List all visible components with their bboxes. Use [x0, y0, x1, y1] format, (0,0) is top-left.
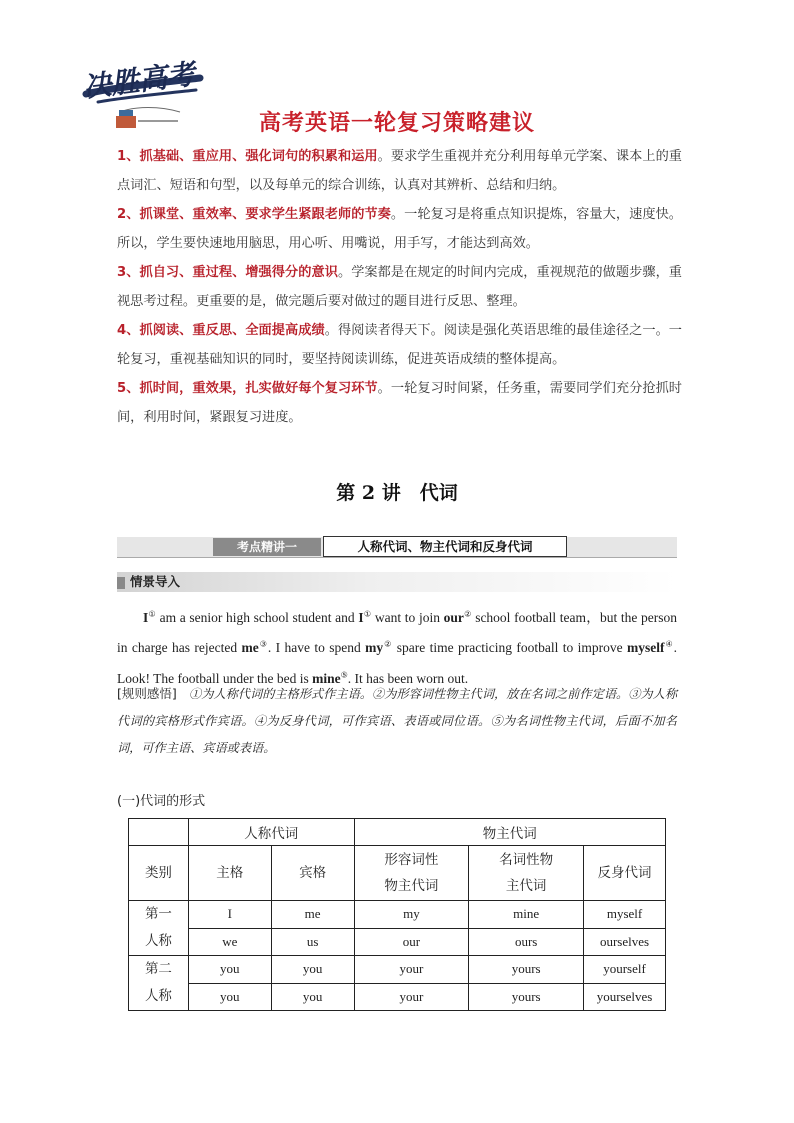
strategy-item [117, 200, 682, 258]
pronoun-highlight: myself [626, 640, 665, 655]
strategy-highlight: 5、抓时间，重效果，扎实做好每个复习环节 [117, 381, 378, 396]
strategy-highlight: 1、抓基础、重应用、强化词句的积累和运用 [117, 149, 378, 164]
table-cell: mine [469, 901, 584, 929]
pronoun-highlight: me [241, 640, 259, 655]
strategy-list [117, 142, 682, 432]
pronoun-highlight: mine [312, 670, 341, 686]
table-cell: ourselves [584, 928, 666, 956]
strategy-item [117, 374, 682, 432]
table-cell: you [188, 983, 271, 1011]
table-cell: ours [469, 928, 584, 956]
strategy-text: 。要求学生重视并充分利用每单元学案、课本上的重点词汇、短语和句型，以及每单元的综合训练，认真对其辨析、总结和归纳。 [117, 149, 682, 193]
passage-text: school football team，but the person in charge has rejected [117, 609, 677, 655]
marker-number: ① [148, 609, 156, 618]
table-cell: you [271, 983, 354, 1011]
group-header-personal: 人称代词 [188, 819, 354, 846]
table-cell: yourselves [584, 983, 666, 1011]
table-cell: yours [469, 956, 584, 984]
table-cell: your [354, 983, 469, 1011]
person-label: 第一 人称 [129, 901, 189, 956]
strategy-text: 。一轮复习时间紧，任务重，需要同学们充分抢抓时间，利用时间，紧跟复习进度。 [117, 381, 682, 425]
strategy-item [117, 142, 682, 200]
marker-number: ④ [664, 639, 674, 649]
marker-number: ③ [258, 639, 268, 649]
passage-text: . Look! The football under the bed is [117, 640, 678, 686]
intro-passage [117, 600, 677, 692]
pronoun-highlight: my [365, 640, 384, 655]
strategy-highlight: 2、抓课堂、重效率、要求学生紧跟老师的节奏 [117, 207, 391, 222]
table-cell: my [354, 901, 469, 929]
strategy-highlight: 4、抓阅读、重反思、全面提高成绩 [117, 323, 325, 338]
table-cell: us [271, 928, 354, 956]
section-label: (一)代词的形式 [117, 794, 206, 809]
kaodian-label: 考点精讲一 [213, 538, 321, 556]
scene-label: 情景导入 [130, 574, 181, 589]
kaodian-title: 人称代词、物主代词和反身代词 [323, 536, 567, 557]
marker-number: ① [363, 609, 372, 618]
passage-text: want to join [371, 609, 444, 625]
lecture-title: 第 2 讲 代词 [336, 482, 458, 504]
page-title: 高考英语一轮复习策略建议 [258, 111, 535, 136]
scene-marker-icon [117, 577, 125, 589]
marker-number: ② [383, 639, 393, 649]
table-cell: your [354, 956, 469, 984]
table-row [129, 983, 666, 1011]
column-header-category: 类别 [129, 846, 189, 901]
strategy-text: 。得阅读者得天下。阅读是强化英语思维的最佳途径之一。一轮复习，重视基础知识的同时，要坚持阅读训练，促进英语成绩的整体提高。 [117, 323, 682, 367]
passage-text: . I have to spend [267, 640, 366, 655]
column-header-subject: 主格 [188, 846, 271, 901]
strategy-item [117, 316, 682, 374]
pronoun-forms-table [128, 818, 666, 1011]
table-cell: you [188, 956, 271, 984]
pronoun-highlight: our [443, 609, 464, 625]
table-cell: we [188, 928, 271, 956]
column-header-adj-possessive: 形容词性 物主代词 [354, 846, 469, 901]
table-cell: you [271, 956, 354, 984]
insight-heading: [规则感悟] [117, 686, 177, 701]
table-cell: our [354, 928, 469, 956]
passage-text: . It has been worn out. [347, 670, 469, 686]
column-header-reflexive: 反身代词 [584, 846, 666, 901]
column-header-object: 宾格 [271, 846, 354, 901]
rule-insight [117, 680, 677, 762]
marker-number: ② [463, 609, 472, 618]
brand-logo-text: 决胜高考 [81, 57, 197, 104]
table-cell: yours [469, 983, 584, 1011]
insight-text: ①为人称代词的主格形式作主语。②为形容词性物主代词，放在名词之前作定语。③为人称代词的宾格形式作宾语。④为反身代词，可作宾语、表语或同位语。⑤为名词性物主代词，后面不加名词，可作主语、宾语或表语。 [117, 687, 678, 755]
table-row [129, 956, 666, 984]
scene-header-bar [117, 572, 677, 592]
strategy-item [117, 258, 682, 316]
table-cell: myself [584, 901, 666, 929]
strategy-text: 。学案都是在规定的时间内完成，重视规范的做题步骤，重视思考过程。更重要的是，做完题后要对做过的题目进行反思、整理。 [117, 265, 682, 309]
passage-text: spare time practicing football to improve [392, 640, 627, 655]
table-cell: yourself [584, 956, 666, 984]
group-header-possessive: 物主代词 [354, 819, 665, 846]
pronoun-highlight: I [143, 609, 149, 625]
table-cell: me [271, 901, 354, 929]
passage-text: am a senior high school student and [155, 609, 359, 625]
column-header-noun-possessive: 名词性物 主代词 [469, 846, 584, 901]
marker-number: ⑤ [340, 670, 348, 679]
strategy-highlight: 3、抓自习、重过程、增强得分的意识 [117, 265, 338, 280]
table-row [129, 901, 666, 929]
table-cell: I [188, 901, 271, 929]
pronoun-highlight: I [358, 609, 364, 625]
strategy-text: 。一轮复习是将重点知识提炼，容量大，速度快。所以，学生要快速地用脑思，用心听、用嘴说，用手写，才能达到高效。 [117, 207, 682, 251]
table-row [129, 928, 666, 956]
person-label: 第二 人称 [129, 956, 189, 1011]
